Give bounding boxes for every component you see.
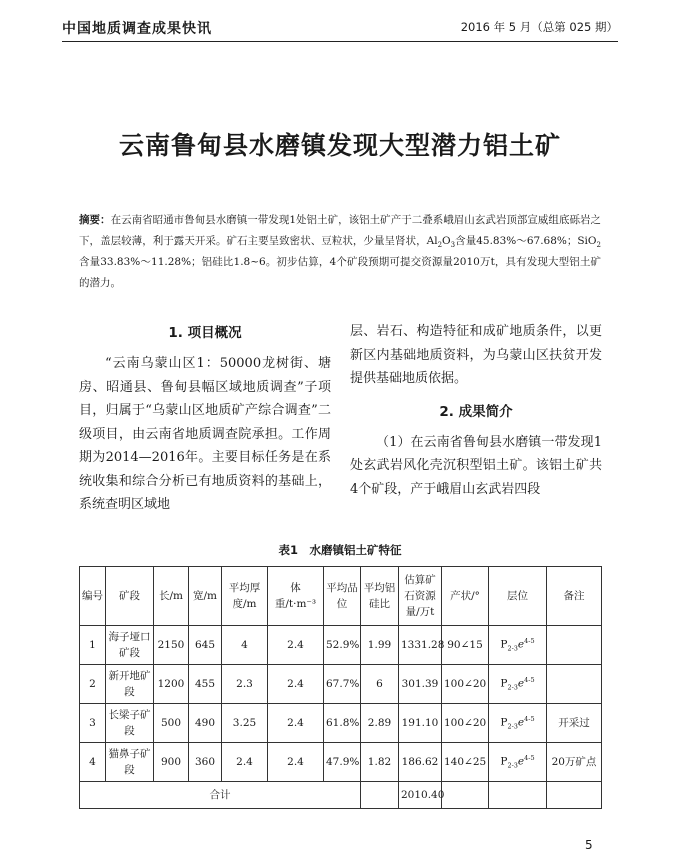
table-header-cell: 平均厚度/m	[222, 567, 268, 626]
table-cell: 360	[189, 743, 222, 782]
article-title: 云南鲁甸县水磨镇发现大型潜力铝土矿	[118, 131, 561, 160]
abstract-label: 摘要：	[79, 214, 111, 226]
layer-cell: $P_{2-3}e^{4-5}$	[489, 743, 547, 782]
table-header-cell: 宽/m	[189, 567, 222, 626]
table-header-cell: 产状/°	[442, 567, 489, 626]
table-cell: 2150	[154, 626, 189, 665]
table-header-cell: 长/m	[154, 567, 189, 626]
table-caption: 表1 水磨镇铝土矿特征	[278, 543, 402, 557]
left-column	[79, 320, 331, 517]
table-cell: 6	[361, 665, 399, 704]
table-cell: 20万矿点	[547, 743, 602, 782]
section1-paragraph: “云南乌蒙山区1：50000龙树街、塘房、昭通县、鲁甸县幅区域地质调查”子项目，归属于“乌蒙山区地质矿产综合调查”二级项目，由云南省地质调查院承担。工作周期为2014—2016年。主要目标任务是在系统收集和综合分析已有地质资料的基础上，系统查明区域地	[79, 356, 331, 512]
table-cell: 645	[189, 626, 222, 665]
table-cell	[547, 626, 602, 665]
page-number: 5	[585, 838, 593, 852]
table-row	[80, 743, 602, 782]
header-rule	[62, 41, 618, 42]
table-cell: 2.89	[361, 704, 399, 743]
table-cell: 455	[189, 665, 222, 704]
table-cell: 3	[80, 704, 106, 743]
table-cell: 1200	[154, 665, 189, 704]
table-cell: 2.4	[268, 743, 324, 782]
table-header-cell: 平均品位	[324, 567, 361, 626]
table-cell: 191.10	[399, 704, 442, 743]
table-cell: 100∠20	[442, 704, 489, 743]
ore-characteristics-table	[79, 566, 602, 809]
abstract-text-c: 含量45.83%～67.68%；SiO	[455, 235, 597, 247]
table-cell: 1	[80, 626, 106, 665]
table-cell	[489, 782, 547, 809]
table-header-cell: 平均铝硅比	[361, 567, 399, 626]
table-cell: 900	[154, 743, 189, 782]
table-cell: 猫鼻子矿段	[106, 743, 154, 782]
table-cell: 490	[189, 704, 222, 743]
abstract-text-d: 含量33.83%～11.28%；铝硅比1.8~6。初步估算，4个矿段预期可提交资源量2010万t，具有发现大型铝土矿的潜力。	[79, 256, 601, 289]
table-cell: 140∠25	[442, 743, 489, 782]
abstract-text-a: 在云南省昭通市鲁甸县水磨镇一带发现1处铝土矿，该铝土矿产于二叠系峨眉山玄武岩顶部宣威组底砾岩之下，盖层较薄，利于露天开采。矿石主要呈致密状、豆粒状，少量呈肾状，Al	[79, 214, 602, 247]
table-cell: 2	[80, 665, 106, 704]
table-total-row	[80, 782, 602, 809]
layer-cell: $P_{2-3}e^{4-5}$	[489, 704, 547, 743]
table-cell: 开采过	[547, 704, 602, 743]
right-column	[350, 320, 602, 501]
table-cell: 500	[154, 704, 189, 743]
table-cell: 长梁子矿段	[106, 704, 154, 743]
layer-cell: $P_{2-3}e^{4-5}$	[489, 626, 547, 665]
abstract-sub-a: 2	[437, 241, 443, 250]
abstract-sub-c: 2	[596, 241, 601, 250]
section2-paragraph: （1）在云南省鲁甸县水磨镇一带发现1处玄武岩风化壳沉积型铝土矿。该铝土矿共4个矿段，产于峨眉山玄武岩四段	[350, 434, 602, 497]
table-cell: 1331.28	[399, 626, 442, 665]
table-cell	[361, 782, 399, 809]
table-header-cell: 估算矿石资源量/万t	[399, 567, 442, 626]
table-cell	[547, 782, 602, 809]
table-cell: 3.25	[222, 704, 268, 743]
table-header-cell: 体重/t·m⁻³	[268, 567, 324, 626]
table-cell: 47.9%	[324, 743, 361, 782]
table-cell: 1.82	[361, 743, 399, 782]
table-cell: 90∠15	[442, 626, 489, 665]
layer-cell: $P_{2-3}e^{4-5}$	[489, 665, 547, 704]
table-cell	[547, 665, 602, 704]
table-cell: 2.4	[268, 665, 324, 704]
table-cell: 海子垭口矿段	[106, 626, 154, 665]
total-value: 2010.40	[399, 782, 442, 809]
table-cell: 52.9%	[324, 626, 361, 665]
section2-heading: 2. 成果简介	[439, 403, 513, 420]
table-row	[80, 665, 602, 704]
table-cell: 4	[80, 743, 106, 782]
abstract-sub-b: 3	[450, 241, 456, 250]
table-cell: 301.39	[399, 665, 442, 704]
section1-heading: 1. 项目概况	[168, 325, 242, 341]
table-row	[80, 704, 602, 743]
abstract	[79, 210, 601, 294]
table-cell: 4	[222, 626, 268, 665]
table-row	[80, 626, 602, 665]
total-label: 合计	[80, 782, 361, 809]
table-cell: 1.99	[361, 626, 399, 665]
table-cell: 2.4	[222, 743, 268, 782]
table-cell: 2.4	[268, 704, 324, 743]
table-cell: 新开地矿段	[106, 665, 154, 704]
table-header-cell: 编号	[80, 567, 106, 626]
running-header	[62, 16, 618, 38]
table-cell: 2.3	[222, 665, 268, 704]
table-header-cell: 矿段	[106, 567, 154, 626]
journal-brand: 中国地质调查成果快讯	[62, 21, 212, 37]
table-cell: 2.4	[268, 626, 324, 665]
issue-info: 2016 年 5 月（总第 025 期）	[460, 20, 618, 34]
table-cell: 100∠20	[442, 665, 489, 704]
table-cell: 61.8%	[324, 704, 361, 743]
table-header-row	[80, 567, 602, 626]
table-cell: 67.7%	[324, 665, 361, 704]
abstract-text-b: O	[442, 235, 451, 247]
table-cell	[442, 782, 489, 809]
table-cell: 186.62	[399, 743, 442, 782]
table-header-cell: 备注	[547, 567, 602, 626]
section1-paragraph-continued: 层、岩石、构造特征和成矿地质条件，以更新区内基础地质资料，为乌蒙山区扶贫开发提供基础地质依据。	[350, 324, 602, 386]
table-header-cell: 层位	[489, 567, 547, 626]
